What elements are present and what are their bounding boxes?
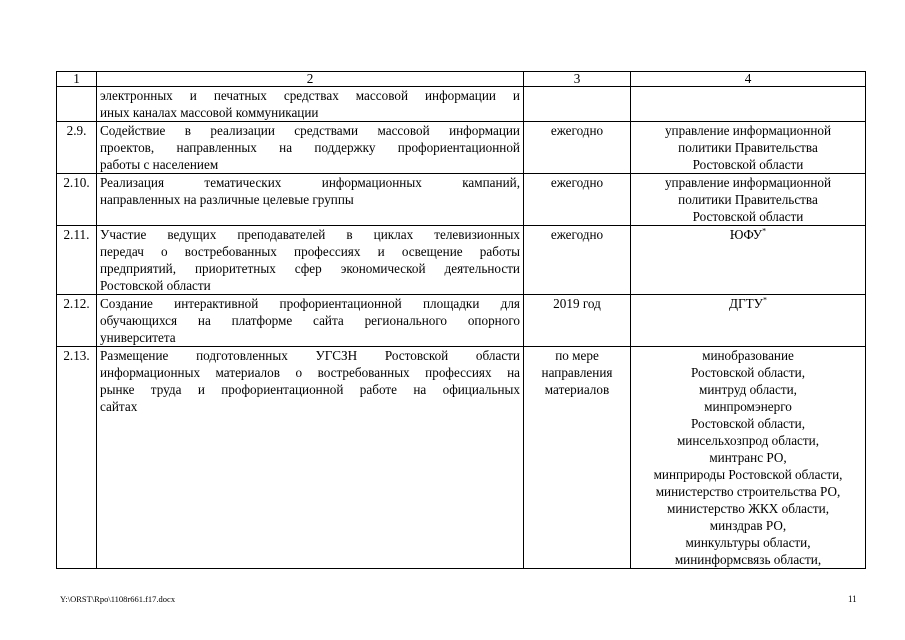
executor-line: минздрав РО, (709, 518, 787, 533)
executor-line: минкультуры области, (685, 535, 811, 550)
row-description (97, 87, 524, 122)
row-description (97, 122, 524, 174)
row-number: 2.9. (57, 122, 97, 174)
row-executor (631, 174, 866, 226)
executor-line: министерство строительства РО, (655, 484, 841, 499)
description-line: Размещение подготовленных УГСЗН Ростовской области (100, 348, 520, 363)
executor-line: Ростовской области, (690, 416, 806, 431)
row-period (524, 174, 631, 226)
executor-line: минтруд области, (699, 382, 797, 397)
row-executor (631, 122, 866, 174)
row-description (97, 174, 524, 226)
description-line: сайтах (100, 399, 138, 414)
table-row (57, 174, 866, 226)
period-line: материалов (544, 382, 610, 397)
row-number: 2.13. (57, 347, 97, 569)
executor-line: Ростовской области (692, 157, 804, 172)
executor-line: Ростовской области (692, 209, 804, 224)
executor-line: политики Правительства (678, 192, 818, 207)
description-line: информационных материалов о востребованных профессиях на (100, 365, 520, 380)
row-number: 2.12. (57, 295, 97, 347)
header-col-1: 1 (57, 72, 97, 87)
row-number: 2.11. (57, 226, 97, 295)
row-executor (631, 347, 866, 569)
row-executor (631, 226, 866, 295)
period-line: ежегодно (550, 123, 604, 138)
executor-line: минсельхозпрод области, (676, 433, 820, 448)
period-line: ежегодно (550, 227, 604, 242)
executor-line: минобразование (702, 348, 794, 363)
row-period (524, 226, 631, 295)
executor-line: управление информационной (664, 123, 832, 138)
period-line: 2019 год (553, 296, 601, 311)
table-row (57, 87, 866, 122)
table-row (57, 122, 866, 174)
executor-line: минприроды Ростовской области, (653, 467, 843, 482)
description-line: Реализация тематических информационных кампаний, (100, 175, 520, 190)
plan-table (56, 71, 866, 569)
description-line: иных каналах массовой коммуникации (100, 105, 319, 120)
description-line: направленных на различные целевые группы (100, 192, 354, 207)
description-line: предприятий, приоритетных сфер экономической деятельности (100, 261, 520, 276)
row-executor (631, 87, 866, 122)
table-row (57, 226, 866, 295)
description-line: Содействие в реализации средствами массовой информации (100, 123, 520, 138)
page-number: 11 (848, 594, 857, 604)
row-description (97, 347, 524, 569)
header-col-4: 4 (631, 72, 866, 87)
row-description (97, 226, 524, 295)
description-line: университета (100, 330, 176, 345)
row-description (97, 295, 524, 347)
executor-line: минпромэнерго (704, 399, 792, 414)
row-number (57, 87, 97, 122)
description-line: работы с населением (100, 157, 219, 172)
period-line: ежегодно (550, 175, 604, 190)
period-line: направления (541, 365, 613, 380)
period-line: по мере (555, 348, 599, 363)
executor-line: ЮФУ (729, 227, 763, 242)
executor-line: мининформсвязь области, (674, 552, 822, 567)
footer-file-path: Y:\ORST\Rpo\1108r661.f17.docx (60, 594, 176, 604)
description-line: рынке труда и профориентационной работе на официальных (100, 382, 520, 397)
executor-line: минтранс РО, (709, 450, 787, 465)
description-line: Создание интерактивной профориентационной площадки для (100, 296, 520, 311)
footnote-mark: * (763, 295, 767, 305)
row-period (524, 87, 631, 122)
executor-line: управление информационной (664, 175, 832, 190)
table-header-row (57, 72, 866, 87)
description-line: электронных и печатных средствах массовой информации и (100, 88, 520, 103)
row-executor (631, 295, 866, 347)
table-row (57, 347, 866, 569)
row-period (524, 122, 631, 174)
footnote-mark: * (762, 226, 767, 236)
row-number: 2.10. (57, 174, 97, 226)
header-col-2: 2 (97, 72, 524, 87)
executor-line: политики Правительства (678, 140, 818, 155)
executor-line: Ростовской области, (690, 365, 806, 380)
table-row (57, 295, 866, 347)
executor-line: ДГТУ (728, 296, 763, 311)
row-period (524, 295, 631, 347)
header-col-3: 3 (524, 72, 631, 87)
description-line: передач о востребованных профессиях и освещение работы (100, 244, 520, 259)
description-line: Участие ведущих преподавателей в циклах телевизионных (100, 227, 520, 242)
description-line: обучающихся на платформе сайта регионального опорного (100, 313, 520, 328)
executor-line: министерство ЖКХ области, (666, 501, 830, 516)
description-line: проектов, направленных на поддержку профориентационной (100, 140, 520, 155)
table-body (57, 87, 866, 569)
description-line: Ростовской области (100, 278, 211, 293)
row-period (524, 347, 631, 569)
